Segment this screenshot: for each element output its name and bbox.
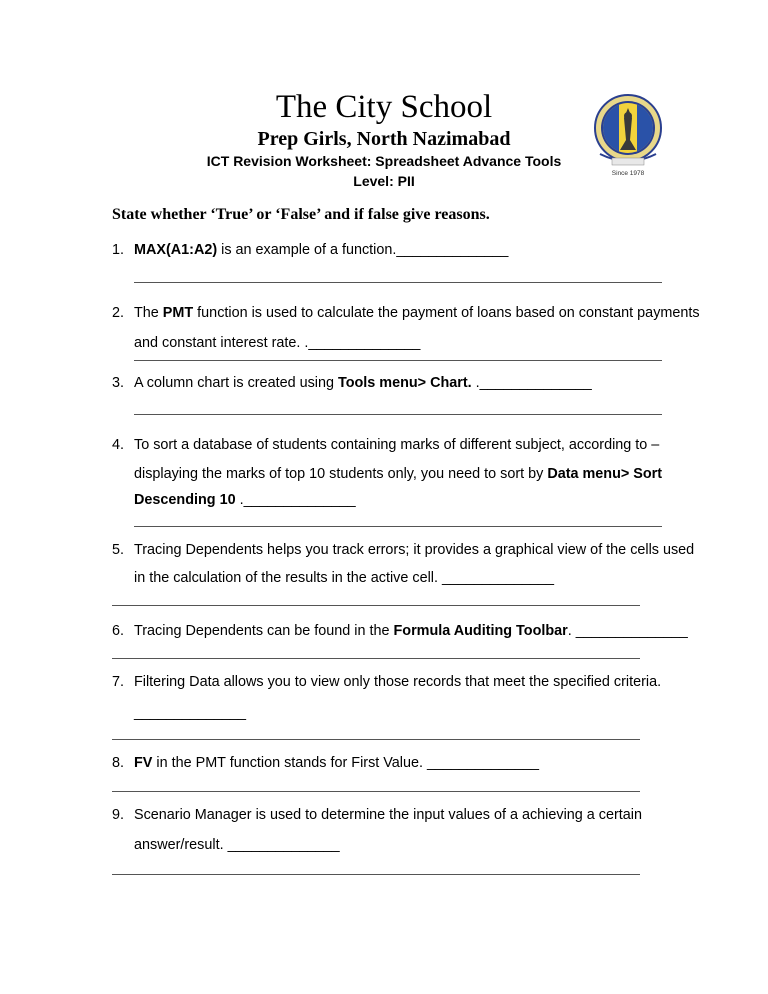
school-logo	[592, 94, 664, 178]
question-4-text-cont: displaying the marks of top 10 students only, you need to sort by Data menu> Sort	[134, 466, 663, 482]
question-3-text: A column chart is created using Tools menu> Chart. .______________	[134, 375, 592, 391]
question-9-text-cont: answer/result. ______________	[134, 837, 340, 853]
school-name: The City School	[275, 89, 493, 125]
question-4-text: To sort a database of students containing marks of different subject, according to –	[134, 437, 660, 453]
question-7-text: Filtering Data allows you to view only those records that meet the specified criteria.	[134, 674, 662, 690]
answer-line[interactable]	[134, 414, 662, 415]
question-number: 9.	[112, 807, 125, 823]
question-8-text: FV in the PMT function stands for First Value. ______________	[134, 755, 540, 771]
instructions: State whether ‘True’ or ‘False’ and if false give reasons.	[112, 206, 490, 223]
question-number: 3.	[112, 375, 125, 391]
answer-line[interactable]	[134, 526, 662, 527]
answer-line[interactable]	[112, 791, 640, 792]
answer-line[interactable]	[134, 360, 662, 361]
question-number: 7.	[112, 674, 125, 690]
question-number: 4.	[112, 437, 125, 453]
answer-line[interactable]	[112, 658, 640, 659]
answer-line[interactable]	[112, 874, 640, 875]
question-5-text-cont: in the calculation of the results in the active cell. ______________	[134, 570, 555, 586]
question-number: 5.	[112, 542, 125, 558]
level-label: Level: PII	[353, 173, 415, 189]
question-2-text: The PMT function is used to calculate the payment of loans based on constant payments	[134, 305, 700, 321]
answer-line[interactable]	[112, 605, 640, 606]
branch-name: Prep Girls, North Nazimabad	[257, 128, 511, 150]
logo-caption: Since 1978	[611, 170, 645, 177]
question-5-text: Tracing Dependents helps you track errors; it provides a graphical view of the cells used	[134, 542, 695, 558]
question-4-text-cont2: Descending 10 .______________	[134, 492, 356, 508]
question-1-text: MAX(A1:A2) is an example of a function.______________	[134, 242, 509, 258]
worksheet-title: ICT Revision Worksheet: Spreadsheet Advance Tools	[206, 153, 562, 169]
question-9-text: Scenario Manager is used to determine the input values of a achieving a certain	[134, 807, 642, 823]
question-number: 6.	[112, 623, 125, 639]
question-7-text-cont: ______________	[134, 705, 247, 721]
question-number: 8.	[112, 755, 125, 771]
answer-line[interactable]	[112, 739, 640, 740]
answer-line[interactable]	[134, 282, 662, 283]
question-number: 1.	[112, 242, 125, 258]
question-6-text: Tracing Dependents can be found in the Formula Auditing Toolbar. ______________	[134, 623, 688, 639]
question-2-text-cont: and constant interest rate. .______________	[134, 335, 421, 351]
question-number: 2.	[112, 305, 125, 321]
